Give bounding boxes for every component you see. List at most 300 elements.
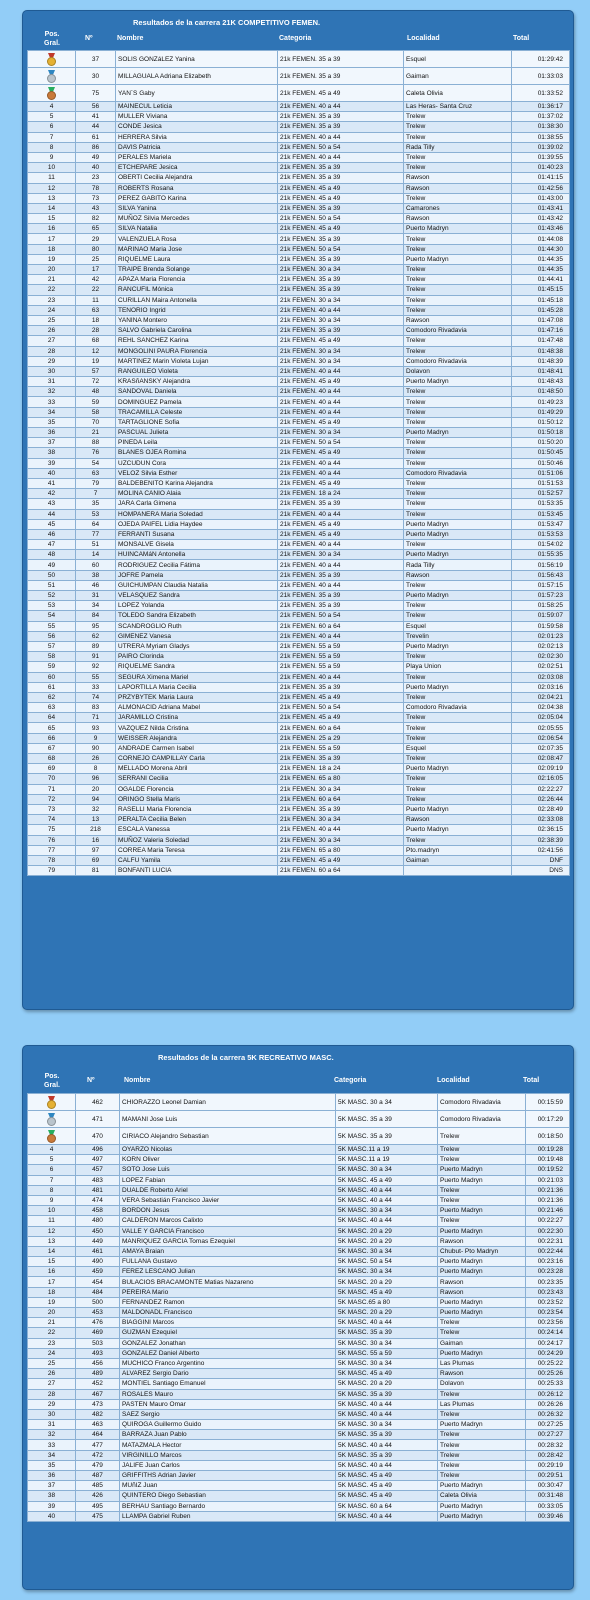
runner-name-cell: TRACAMILLA Celeste: [116, 407, 278, 417]
table-row: [28, 1257, 570, 1267]
total-time-cell: 01:49:23: [512, 397, 570, 407]
category-cell: 5K MASC. 35 a 39: [336, 1430, 438, 1440]
table-row: [28, 825, 570, 835]
position-cell: 39: [28, 458, 76, 468]
position-cell: 63: [28, 703, 76, 713]
table-row: [28, 173, 570, 183]
total-time-cell: 02:22:27: [512, 784, 570, 794]
total-time-cell: 00:39:46: [526, 1511, 570, 1521]
position-cell: 21: [28, 1318, 76, 1328]
runner-name-cell: RANCUFIL Mónica: [116, 285, 278, 295]
locality-cell: Dolavon: [438, 1379, 526, 1389]
total-time-cell: 01:44:35: [512, 265, 570, 275]
table-row: [28, 366, 570, 376]
locality-cell: Puerto Madryn: [438, 1267, 526, 1277]
total-time-cell: 00:23:56: [526, 1318, 570, 1328]
table-row: [28, 723, 570, 733]
locality-cell: Puerto Madryn: [438, 1297, 526, 1307]
locality-cell: Trelew: [438, 1216, 526, 1226]
runner-name-cell: OGALDE Florencia: [116, 784, 278, 794]
bib-number-cell: 51: [76, 540, 116, 550]
category-cell: 21k FEMEN. 35 a 39: [278, 173, 404, 183]
table-row: [28, 540, 570, 550]
category-cell: 5K MASC. 40 a 44: [336, 1511, 438, 1521]
bib-number-cell: 76: [76, 448, 116, 458]
table-row: [28, 346, 570, 356]
runner-name-cell: BLANES OJEA Romina: [116, 448, 278, 458]
bib-number-cell: 458: [76, 1206, 120, 1216]
position-cell: 30: [28, 1409, 76, 1419]
total-time-cell: 01:53:53: [512, 529, 570, 539]
runner-name-cell: JARAMILLO Cristina: [116, 713, 278, 723]
category-cell: 21k FEMEN. 18 a 24: [278, 764, 404, 774]
position-cell: 48: [28, 550, 76, 560]
table-row: [28, 438, 570, 448]
table-row: [28, 1338, 570, 1348]
bib-number-cell: 69: [76, 855, 116, 865]
locality-cell: Trelew: [404, 723, 512, 733]
runner-name-cell: CALDERON Marcos Calixto: [120, 1216, 336, 1226]
position-cell: 45: [28, 519, 76, 529]
locality-cell: Comodoro Rivadavia: [438, 1094, 526, 1111]
runner-name-cell: VERA Sebastián Francisco Javier: [120, 1195, 336, 1205]
position-cell: 65: [28, 723, 76, 733]
position-cell: 68: [28, 754, 76, 764]
bib-number-cell: 490: [76, 1257, 120, 1267]
bib-number-cell: 71: [76, 713, 116, 723]
bib-number-cell: 452: [76, 1379, 120, 1389]
total-time-cell: 02:05:55: [512, 723, 570, 733]
locality-cell: Trelew: [404, 601, 512, 611]
bib-number-cell: 479: [76, 1460, 120, 1470]
position-cell: 31: [28, 1420, 76, 1430]
runner-name-cell: SALVO Gabriela Carolina: [116, 326, 278, 336]
position-cell: 13: [28, 193, 76, 203]
table-row: [28, 132, 570, 142]
position-cell: 12: [28, 1226, 76, 1236]
position-cell: 67: [28, 743, 76, 753]
runner-name-cell: PERALES Mariela: [116, 152, 278, 162]
total-time-cell: 00:26:12: [526, 1389, 570, 1399]
category-cell: 21k FEMEN. 60 a 64: [278, 723, 404, 733]
category-cell: 5K MASC. 20 a 29: [336, 1226, 438, 1236]
total-time-cell: 00:23:28: [526, 1267, 570, 1277]
runner-name-cell: KRASñANSKY Alejandra: [116, 377, 278, 387]
table-row: [28, 68, 570, 85]
runner-name-cell: VALLE Y GARCIA Francisco: [120, 1226, 336, 1236]
locality-cell: Rawson: [438, 1277, 526, 1287]
locality-cell: Puerto Madryn: [438, 1257, 526, 1267]
position-cell: 41: [28, 478, 76, 488]
runner-name-cell: BORDON Jesus: [120, 1206, 336, 1216]
category-cell: 21k FEMEN. 40 a 44: [278, 509, 404, 519]
locality-cell: Rawson: [404, 183, 512, 193]
locality-cell: Trelew: [404, 835, 512, 845]
silver-medal-icon: [47, 70, 56, 82]
runner-name-cell: SANDOVAL Daniela: [116, 387, 278, 397]
locality-cell: Trelew: [438, 1471, 526, 1481]
bib-number-cell: 74: [76, 692, 116, 702]
locality-cell: Gaiman: [438, 1338, 526, 1348]
locality-cell: Puerto Madryn: [438, 1175, 526, 1185]
position-cell: 11: [28, 1216, 76, 1226]
bib-number-cell: 89: [76, 641, 116, 651]
runner-name-cell: SAEZ Sergio: [120, 1409, 336, 1419]
position-cell: 8: [28, 1185, 76, 1195]
category-cell: 5K MASC. 40 a 44: [336, 1195, 438, 1205]
total-time-cell: 00:19:28: [526, 1145, 570, 1155]
table-row: [28, 224, 570, 234]
locality-cell: Trelew: [404, 305, 512, 315]
table-row: [28, 1267, 570, 1277]
table-row: [28, 1358, 570, 1368]
total-time-cell: 02:04:21: [512, 692, 570, 702]
position-cell: 16: [28, 224, 76, 234]
locality-cell: Trelew: [404, 489, 512, 499]
locality-cell: Trelew: [404, 448, 512, 458]
runner-name-cell: UTRERA Myriam Gladys: [116, 641, 278, 651]
bib-number-cell: 56: [76, 102, 116, 112]
bib-number-cell: 28: [76, 326, 116, 336]
category-cell: 21k FEMEN. 30 a 34: [278, 346, 404, 356]
locality-cell: Trelew: [404, 132, 512, 142]
category-cell: 21k FEMEN. 60 a 64: [278, 621, 404, 631]
bib-number-cell: 472: [76, 1450, 120, 1460]
locality-cell: Trelew: [404, 295, 512, 305]
category-cell: 5K MASC. 40 a 44: [336, 1440, 438, 1450]
total-time-cell: 01:36:17: [512, 102, 570, 112]
total-time-cell: 00:23:35: [526, 1277, 570, 1287]
category-cell: 21k FEMEN. 45 a 49: [278, 183, 404, 193]
table-row: [28, 560, 570, 570]
position-cell: 25: [28, 315, 76, 325]
category-cell: 5K MASC. 45 a 49: [336, 1491, 438, 1501]
position-cell: 9: [28, 1195, 76, 1205]
table-row: [28, 203, 570, 213]
category-cell: 21k FEMEN. 55 a 59: [278, 641, 404, 651]
total-time-cell: 00:30:47: [526, 1481, 570, 1491]
locality-cell: Trelew: [404, 163, 512, 173]
total-time-cell: 01:38:30: [512, 122, 570, 132]
locality-cell: Trelew: [404, 754, 512, 764]
bib-number-cell: 31: [76, 591, 116, 601]
table-row: [28, 234, 570, 244]
position-cell: 22: [28, 285, 76, 295]
bib-number-cell: 470: [76, 1128, 120, 1145]
category-cell: 21k FEMEN. 45 a 49: [278, 519, 404, 529]
table-row: [28, 122, 570, 132]
table-row: [28, 764, 570, 774]
locality-cell: Rawson: [438, 1369, 526, 1379]
runner-name-cell: FEREZ LESCANO Julian: [120, 1267, 336, 1277]
position-cell: 11: [28, 173, 76, 183]
bib-number-cell: 464: [76, 1430, 120, 1440]
bib-number-cell: 93: [76, 723, 116, 733]
locality-cell: Puerto Madryn: [438, 1511, 526, 1521]
locality-cell: Rawson: [438, 1287, 526, 1297]
category-cell: 5K MASC. 40 a 44: [336, 1318, 438, 1328]
table-row: [28, 468, 570, 478]
bib-number-cell: 41: [76, 112, 116, 122]
table-row: [28, 407, 570, 417]
category-cell: 21k FEMEN. 30 a 34: [278, 295, 404, 305]
runner-name-cell: PASCUAL Julieta: [116, 428, 278, 438]
bib-number-cell: 54: [76, 458, 116, 468]
position-cell: 46: [28, 529, 76, 539]
category-cell: 21k FEMEN. 35 a 39: [278, 591, 404, 601]
total-time-cell: 01:56:19: [512, 560, 570, 570]
total-time-cell: 02:02:51: [512, 662, 570, 672]
runner-name-cell: HUINCAMáN Antonella: [116, 550, 278, 560]
total-time-cell: DNS: [512, 866, 570, 876]
locality-cell: Trelew: [404, 580, 512, 590]
table-row: [28, 1460, 570, 1470]
position-cell: 52: [28, 591, 76, 601]
locality-cell: Puerto Madryn: [404, 591, 512, 601]
position-cell: [28, 85, 76, 102]
locality-cell: Trelew: [404, 417, 512, 427]
bib-number-cell: 454: [76, 1277, 120, 1287]
total-time-cell: 01:29:42: [512, 51, 570, 68]
header-category: Categoria: [334, 1077, 367, 1084]
category-cell: 21k FEMEN. 40 a 44: [278, 560, 404, 570]
runner-name-cell: OBERTI Cecilia Alejandra: [116, 173, 278, 183]
position-cell: 40: [28, 1511, 76, 1521]
locality-cell: Trelew: [404, 275, 512, 285]
position-cell: 69: [28, 764, 76, 774]
total-time-cell: 02:26:44: [512, 794, 570, 804]
total-time-cell: 00:17:29: [526, 1111, 570, 1128]
results-panel-5k: [22, 1045, 574, 1590]
position-cell: 49: [28, 560, 76, 570]
runner-name-cell: TENORIO Ingrid: [116, 305, 278, 315]
locality-cell: Rawson: [404, 815, 512, 825]
category-cell: 21k FEMEN. 45 a 49: [278, 713, 404, 723]
total-time-cell: 02:08:47: [512, 754, 570, 764]
bib-number-cell: 7: [76, 489, 116, 499]
runner-name-cell: CURILLAN Maira Antonella: [116, 295, 278, 305]
bib-number-cell: 462: [76, 1094, 120, 1111]
locality-cell: Trelew: [438, 1450, 526, 1460]
bib-number-cell: 53: [76, 509, 116, 519]
locality-cell: Comodoro Rivadavia: [438, 1111, 526, 1128]
header-pos: Pos. Gral.: [44, 31, 60, 47]
runner-name-cell: FERRANTI Susana: [116, 529, 278, 539]
bib-number-cell: 476: [76, 1318, 120, 1328]
runner-name-cell: PEREIRA Mario: [120, 1287, 336, 1297]
category-cell: 5K MASC. 35 a 39: [336, 1389, 438, 1399]
total-time-cell: 01:43:41: [512, 203, 570, 213]
results-table-5k: [27, 1093, 570, 1522]
runner-name-cell: BULACIOS BRACAMONTE Matias Nazareno: [120, 1277, 336, 1287]
category-cell: 5K MASC. 30 a 34: [336, 1094, 438, 1111]
category-cell: 21k FEMEN. 35 a 39: [278, 51, 404, 68]
runner-name-cell: MATAZMALA Hector: [120, 1440, 336, 1450]
category-cell: 21k FEMEN. 55 a 59: [278, 743, 404, 753]
runner-name-cell: QUIROGA Guillermo Guido: [120, 1420, 336, 1430]
table-row: [28, 1369, 570, 1379]
runner-name-cell: SCANDROGLIO Ruth: [116, 621, 278, 631]
bib-number-cell: 449: [76, 1236, 120, 1246]
position-cell: 6: [28, 1165, 76, 1175]
table-row: [28, 1348, 570, 1358]
locality-cell: Trelew: [404, 540, 512, 550]
table-row: [28, 183, 570, 193]
runner-name-cell: VALENZUELA Rosa: [116, 234, 278, 244]
table-row: [28, 784, 570, 794]
total-time-cell: 01:47:08: [512, 315, 570, 325]
total-time-cell: 01:51:53: [512, 478, 570, 488]
runner-name-cell: MARINAO Maria Jose: [116, 244, 278, 254]
runner-name-cell: ESCALA Vanessa: [116, 825, 278, 835]
locality-cell: Las Plumas: [438, 1358, 526, 1368]
category-cell: 21k FEMEN. 35 a 39: [278, 163, 404, 173]
bib-number-cell: 473: [76, 1399, 120, 1409]
table-row: [28, 1491, 570, 1501]
locality-cell: Puerto Madryn: [404, 764, 512, 774]
locality-cell: Trelew: [404, 193, 512, 203]
table-row: [28, 112, 570, 122]
position-cell: 74: [28, 815, 76, 825]
header-num: Nº: [85, 35, 93, 42]
table-row: [28, 254, 570, 264]
category-cell: 21k FEMEN. 65 a 80: [278, 774, 404, 784]
position-cell: 20: [28, 265, 76, 275]
locality-cell: Trelew: [404, 672, 512, 682]
category-cell: 21k FEMEN. 45 a 49: [278, 692, 404, 702]
bib-number-cell: 496: [76, 1145, 120, 1155]
locality-cell: Puerto Madryn: [404, 428, 512, 438]
locality-cell: Puerto Madryn: [404, 224, 512, 234]
bib-number-cell: 497: [76, 1155, 120, 1165]
total-time-cell: 01:48:39: [512, 356, 570, 366]
runner-name-cell: ROSALES Mauro: [120, 1389, 336, 1399]
bib-number-cell: 23: [76, 173, 116, 183]
locality-cell: Puerto Madryn: [438, 1226, 526, 1236]
bib-number-cell: 22: [76, 285, 116, 295]
position-cell: [28, 1111, 76, 1128]
table-row: [28, 1511, 570, 1521]
bib-number-cell: 463: [76, 1420, 120, 1430]
locality-cell: Trelew: [404, 346, 512, 356]
total-time-cell: 00:24:17: [526, 1338, 570, 1348]
locality-cell: Trelew: [438, 1328, 526, 1338]
bib-number-cell: 65: [76, 224, 116, 234]
bib-number-cell: 92: [76, 662, 116, 672]
category-cell: 5K MASC. 45 a 49: [336, 1369, 438, 1379]
position-cell: 66: [28, 733, 76, 743]
table-row: [28, 295, 570, 305]
category-cell: 21k FEMEN. 40 a 44: [278, 631, 404, 641]
position-cell: 25: [28, 1358, 76, 1368]
category-cell: 21k FEMEN. 35 a 39: [278, 122, 404, 132]
position-cell: 27: [28, 1379, 76, 1389]
table-row: [28, 275, 570, 285]
position-cell: 34: [28, 407, 76, 417]
locality-cell: Las Plumas: [438, 1399, 526, 1409]
category-cell: 21k FEMEN. 60 a 64: [278, 866, 404, 876]
runner-name-cell: MARTINEZ Marin Violeta Lujan: [116, 356, 278, 366]
table-row: [28, 315, 570, 325]
bib-number-cell: 13: [76, 815, 116, 825]
position-cell: 79: [28, 866, 76, 876]
position-cell: 33: [28, 397, 76, 407]
locality-cell: Puerto Madryn: [438, 1206, 526, 1216]
total-time-cell: 01:37:02: [512, 112, 570, 122]
bib-number-cell: 37: [76, 51, 116, 68]
position-cell: [28, 1094, 76, 1111]
bib-number-cell: 21: [76, 428, 116, 438]
total-time-cell: 02:05:04: [512, 713, 570, 723]
total-time-cell: 01:39:55: [512, 152, 570, 162]
runner-name-cell: ANDRADE Carmen Isabel: [116, 743, 278, 753]
table-row: [28, 1287, 570, 1297]
bib-number-cell: 30: [76, 68, 116, 85]
locality-cell: Rawson: [438, 1236, 526, 1246]
locality-cell: Trelew: [404, 265, 512, 275]
total-time-cell: 01:47:48: [512, 336, 570, 346]
runner-name-cell: PERALTA Cecilia Belen: [116, 815, 278, 825]
locality-cell: Rawson: [404, 570, 512, 580]
position-cell: 7: [28, 1175, 76, 1185]
bib-number-cell: 484: [76, 1287, 120, 1297]
header-num: Nº: [87, 1077, 95, 1084]
total-time-cell: 02:01:23: [512, 631, 570, 641]
table-row: [28, 529, 570, 539]
runner-name-cell: ORINGO Stella Maris: [116, 794, 278, 804]
table-row: [28, 1471, 570, 1481]
position-cell: 8: [28, 142, 76, 152]
table-row: [28, 733, 570, 743]
bib-number-cell: 477: [76, 1440, 120, 1450]
table-row: [28, 1185, 570, 1195]
table-row: [28, 397, 570, 407]
runner-name-cell: MAINECUL Leticia: [116, 102, 278, 112]
position-cell: 30: [28, 366, 76, 376]
total-time-cell: 01:45:15: [512, 285, 570, 295]
total-time-cell: 01:43:46: [512, 224, 570, 234]
header-locality: Localidad: [437, 1077, 470, 1084]
table-row: [28, 1206, 570, 1216]
category-cell: 21k FEMEN. 40 a 44: [278, 672, 404, 682]
runner-name-cell: ROBERTS Rosana: [116, 183, 278, 193]
locality-cell: Trelew: [404, 713, 512, 723]
category-cell: 5K MASC. 30 a 34: [336, 1246, 438, 1256]
position-cell: 14: [28, 1246, 76, 1256]
category-cell: 5K MASC. 20 a 29: [336, 1379, 438, 1389]
bib-number-cell: 493: [76, 1348, 120, 1358]
locality-cell: Caleta Olivia: [404, 85, 512, 102]
header-pos: Pos. Gral.: [44, 1073, 60, 1089]
total-time-cell: 01:43:42: [512, 214, 570, 224]
table-row: [28, 703, 570, 713]
total-time-cell: 01:50:20: [512, 438, 570, 448]
total-time-cell: 01:39:02: [512, 142, 570, 152]
locality-cell: Trelew: [404, 397, 512, 407]
locality-cell: Trelew: [404, 774, 512, 784]
total-time-cell: 01:57:15: [512, 580, 570, 590]
runner-name-cell: VELASQUEZ Sandra: [116, 591, 278, 601]
total-time-cell: 00:29:19: [526, 1460, 570, 1470]
category-cell: 21k FEMEN. 45 a 49: [278, 529, 404, 539]
bib-number-cell: 33: [76, 682, 116, 692]
position-cell: 10: [28, 1206, 76, 1216]
position-cell: 4: [28, 1145, 76, 1155]
table-row: [28, 285, 570, 295]
position-cell: 28: [28, 346, 76, 356]
table-row: [28, 794, 570, 804]
total-time-cell: 00:18:50: [526, 1128, 570, 1145]
